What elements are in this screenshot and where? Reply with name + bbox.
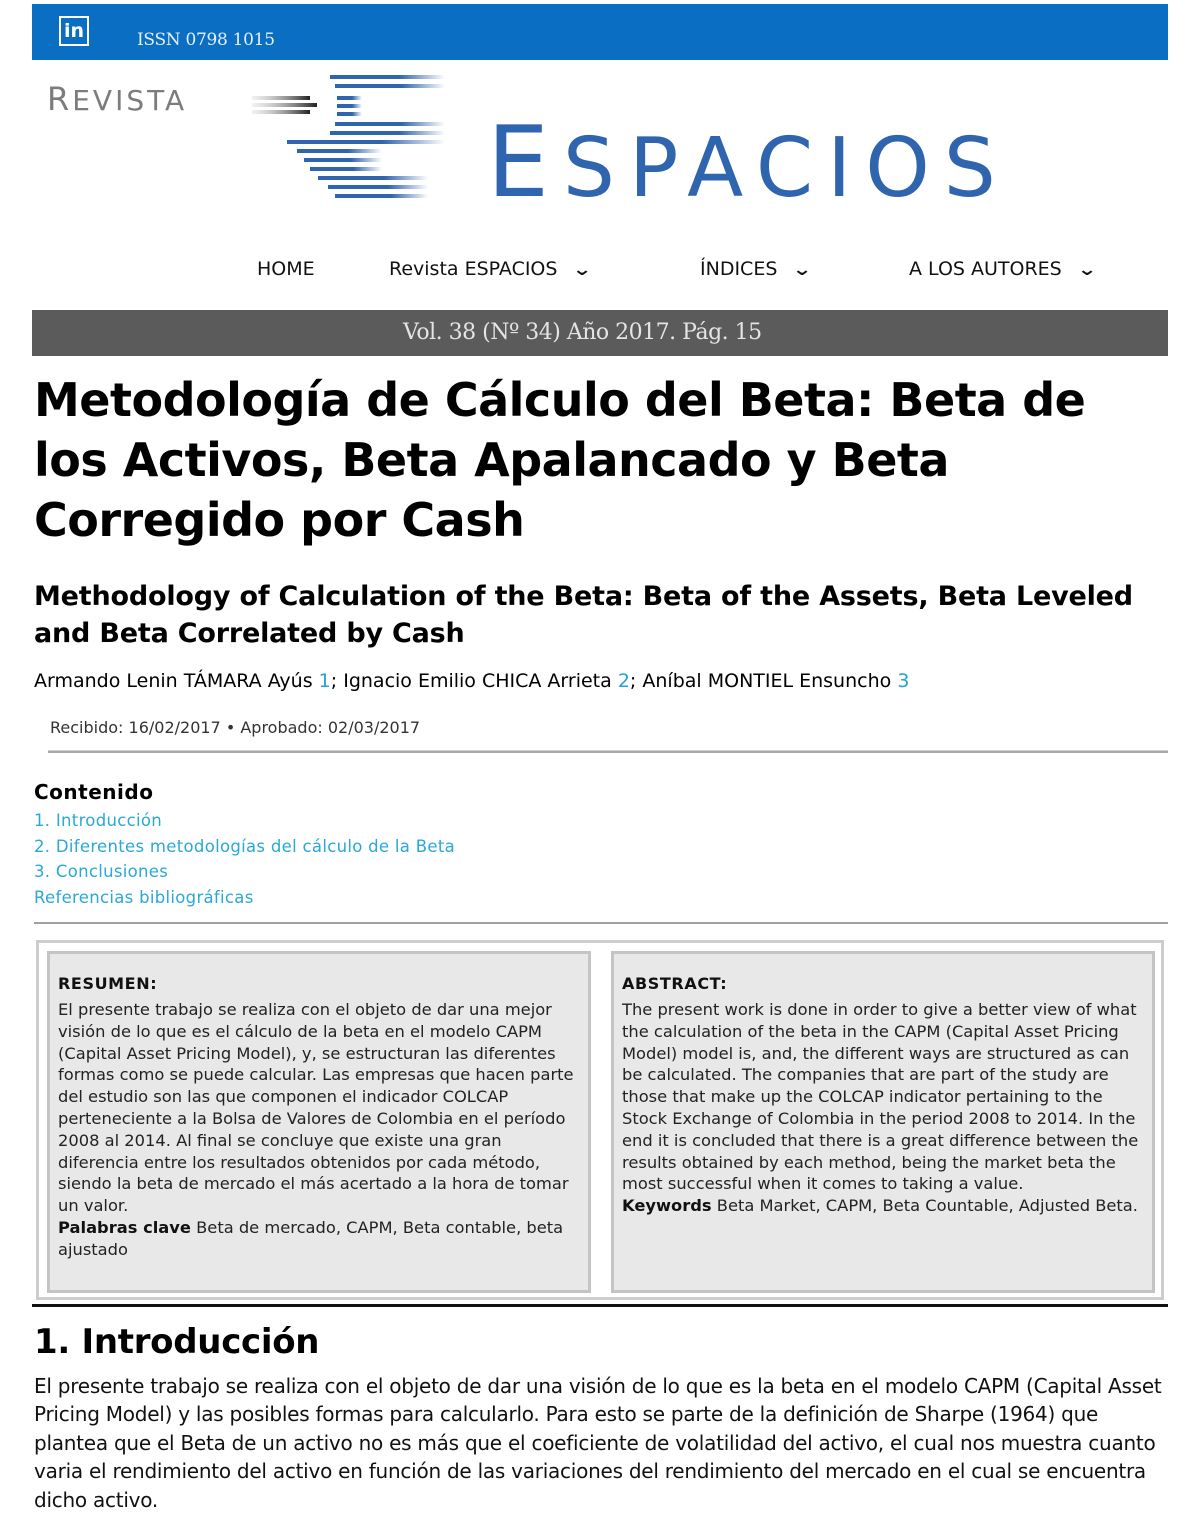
chevron-down-icon: ⌄ [1076, 260, 1097, 280]
chevron-down-icon: ⌄ [792, 260, 813, 280]
nav-item-indices[interactable]: ÍNDICES ⌄ [700, 258, 813, 280]
table-of-contents [34, 780, 455, 910]
introduction-paragraph: El presente trabajo se realiza con el objeto de dar una visión de lo que es la beta en el modelo CAPM (Capital Asset Pricing Model) y las posibles formas para calcularlo. Para esto se parte de la definición de Sharpe (1964) que plantea que el Beta de un activo no es más que el coeficiente de volatilidad del activo, el cual nos muestra cuanto varia el rendimiento del activo en función de las variaciones del rendimiento del mercado en el cual se encuentra dicho activo. [34, 1374, 1162, 1512]
author-ref-link[interactable]: 3 [897, 670, 910, 692]
top-bar [32, 4, 1168, 60]
toc-link-referencias[interactable]: Referencias bibliográficas [34, 887, 254, 907]
keywords-values: Beta de mercado, CAPM, Beta contable, beta ajustado [58, 1217, 564, 1259]
chevron-down-icon: ⌄ [572, 260, 593, 280]
logo-speed-lines-icon [247, 70, 487, 205]
author-name: Aníbal MONTIEL Ensuncho [642, 670, 892, 692]
resumen-text: El presente trabajo se realiza con el objeto de dar una mejor visión de lo que es el cálculo de la beta en el modelo CAPM (Capital Asset Pricing Model), y, se estructuran las diferentes formas como se puede calcular. Las empresas que hacen parte del estudio son las que componen el indicador COLCAP perteneciente a la Bolsa de Valores de Colombia en el período 2008 al 2014. Al final se concluye que existe una gran diferencia entre los resultados obtenidos por cada método, siendo la beta de mercado el más acertado a la hora de tomar un valor. Palabras clave Beta de mercado, CAPM, Beta contable, beta ajustado [58, 1000, 574, 1259]
article-subtitle-english: Methodology of Calculation of the Beta: Beta of the Assets, Beta Leveled and Beta Correlated by Cash [34, 581, 1133, 649]
divider [32, 1304, 1168, 1307]
abstract-text: The present work is done in order to give a better view of what the calculation of the beta in the CAPM (Capital Asset Pricing Model) model is, and, the different ways are structured as can be calculated. The companies that are part of the study are those that make up the COLCAP indicator pertaining to the Stock Exchange of Colombia in the period 2008 to 2014. In the end it is concluded that there is a great difference between the results obtained by each method, being the market beta the most successful when it comes to taking a value. Keywords Beta Market, CAPM, Beta Countable, Adjusted Beta. [622, 1000, 1139, 1216]
abstract-table [36, 940, 1164, 1300]
nav-item-revista-espacios[interactable]: Revista ESPACIOS ⌄ [389, 258, 593, 280]
logo-espacios-text: ESPACIOS [487, 106, 1010, 220]
abstract-label: ABSTRACT: [622, 974, 728, 993]
section-heading-introduccion: 1. Introducción [34, 1322, 320, 1362]
logo-revista-text: REVISTA [47, 80, 188, 118]
nav-item-a-los-autores[interactable]: A LOS AUTORES ⌄ [909, 258, 1097, 280]
keywords-label: Palabras clave [58, 1217, 191, 1237]
author-ref-link[interactable]: 1 [318, 670, 331, 692]
toc-link-conclusiones[interactable]: 3. Conclusiones [34, 862, 169, 881]
abstract-box [611, 951, 1155, 1293]
volume-info: Vol. 38 (Nº 34) Año 2017. Pág. 15 [403, 320, 762, 345]
divider [34, 922, 1168, 924]
issn-label: ISSN 0798 1015 [137, 30, 275, 50]
volume-bar [32, 310, 1168, 356]
toc-heading: Contenido [34, 780, 154, 804]
divider [48, 750, 1168, 753]
author-ref-link[interactable]: 2 [617, 670, 630, 692]
resumen-label: RESUMEN: [58, 974, 158, 993]
toc-link-introduccion[interactable]: 1. Introducción [34, 811, 163, 830]
toc-link-metodologias[interactable]: 2. Diferentes metodologías del cálculo de la Beta [34, 836, 456, 856]
received-approved-dates: Recibido: 16/02/2017 • Aprobado: 02/03/2017 [50, 718, 421, 737]
linkedin-icon[interactable]: in [59, 16, 89, 46]
keywords-values: Beta Market, CAPM, Beta Countable, Adjusted Beta. [711, 1196, 1138, 1216]
keywords-label: Keywords [622, 1196, 712, 1216]
author-name: Ignacio Emilio CHICA Arrieta [343, 670, 612, 692]
article-title: Metodología de Cálculo del Beta: Beta de los Activos, Beta Apalancado y Beta Corregido por Cash [34, 373, 1086, 547]
nav-item-home[interactable]: HOME [257, 258, 315, 280]
journal-logo[interactable] [32, 62, 1168, 232]
author-name: Armando Lenin TÁMARA Ayús [34, 670, 313, 692]
resumen-box [47, 951, 591, 1293]
author-list: Armando Lenin TÁMARA Ayús 1; Ignacio Emilio CHICA Arrieta 2; Aníbal MONTIEL Ensuncho 3 [34, 670, 910, 692]
